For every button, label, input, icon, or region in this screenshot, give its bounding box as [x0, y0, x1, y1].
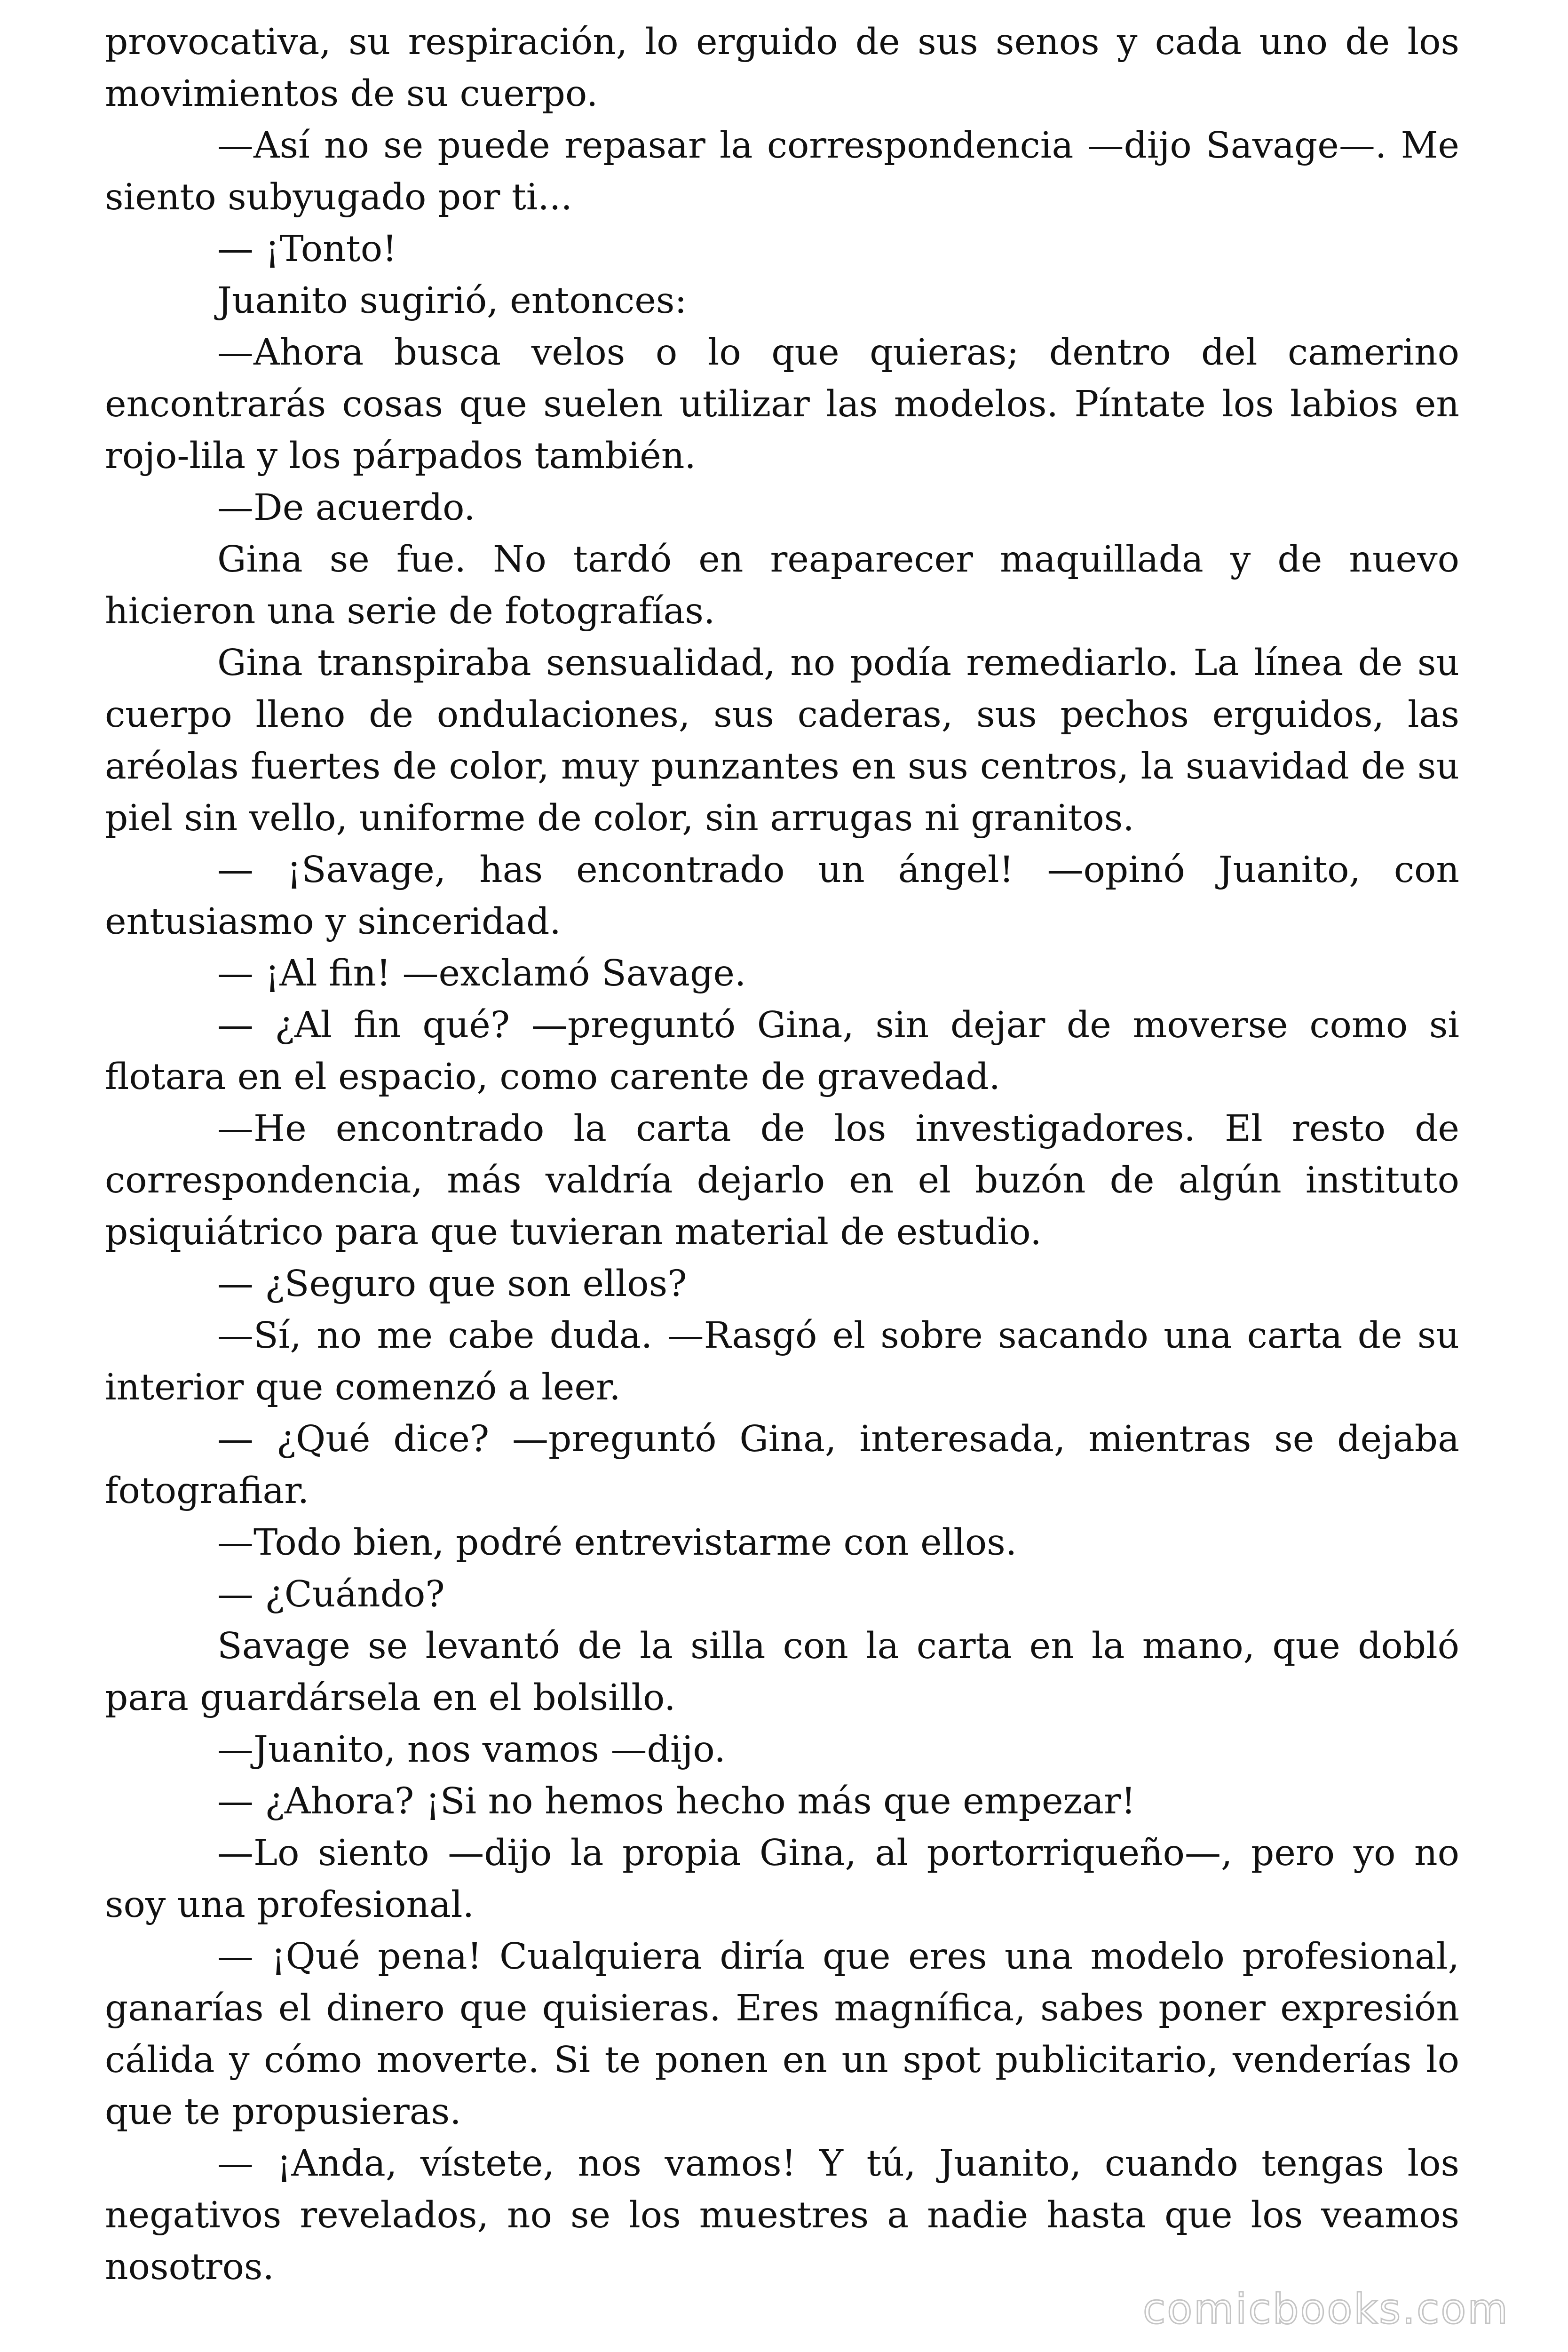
paragraph-13: — ¿Seguro que son ellos? — [217, 1263, 687, 1305]
paragraph-5: —Ahora busca velos o lo que quieras; dentro del camerino encontrarás cosas que suelen utilizar las modelos. Píntate los labios en rojo-lila y los párpados también. — [105, 332, 1459, 477]
paragraph-2: —Así no se puede repasar la correspondencia —dijo Savage—. Me siento subyugado por ti... — [105, 125, 1459, 218]
paragraph-1: provocativa, su respiración, lo erguido de sus senos y cada uno de los movimientos de su cuerpo. — [105, 21, 1459, 115]
paragraph-22: — ¡Qué pena! Cualquiera diría que eres una modelo profesional, ganarías el dinero que quisieras. Eres magnífica, sabes poner expresión cálida y cómo moverte. Si te ponen en un spot publicitario, venderías lo que te propusieras. — [105, 1936, 1459, 2133]
paragraph-14: —Sí, no me cabe duda. —Rasgó el sobre sacando una carta de su interior que comenzó a leer. — [105, 1315, 1459, 1408]
paragraph-16: —Todo bien, podré entrevistarme con ellos. — [217, 1522, 1017, 1564]
paragraph-17: — ¿Cuándo? — [217, 1573, 445, 1615]
paragraph-10: — ¡Al fin! —exclamó Savage. — [217, 953, 746, 994]
paragraph-3: — ¡Tonto! — [217, 228, 397, 270]
watermark: comicbooks.com — [1142, 2285, 1509, 2333]
paragraph-7: Gina se fue. No tardó en reaparecer maquillada y de nuevo hicieron una serie de fotografías. — [105, 539, 1459, 632]
paragraph-21: —Lo siento —dijo la propia Gina, al portorriqueño—, pero yo no soy una profesional. — [105, 1832, 1459, 1926]
paragraph-15: — ¿Qué dice? —preguntó Gina, interesada, mientras se dejaba fotografiar. — [105, 1418, 1459, 1512]
paragraph-11: — ¿Al fin qué? —preguntó Gina, sin dejar de moverse como si flotara en el espacio, como carente de gravedad. — [105, 1004, 1459, 1098]
paragraph-23: — ¡Anda, vístete, nos vamos! Y tú, Juanito, cuando tengas los negativos revelados, no se los muestres a nadie hasta que los veamos nosotros. — [105, 2143, 1459, 2288]
paragraph-9: — ¡Savage, has encontrado un ángel! —opinó Juanito, con entusiasmo y sinceridad. — [105, 849, 1459, 943]
paragraph-19: —Juanito, nos vamos —dijo. — [217, 1729, 726, 1771]
body-text — [105, 16, 1459, 2293]
paragraph-6: —De acuerdo. — [217, 487, 475, 529]
paragraph-4: Juanito sugirió, entonces: — [217, 280, 687, 322]
paragraph-8: Gina transpiraba sensualidad, no podía remediarlo. La línea de su cuerpo lleno de ondulaciones, sus caderas, sus pechos erguidos, las aréolas fuertes de color, muy punzantes en sus centros, la suavidad de su piel sin vello, uniforme de color, sin arrugas ni granitos. — [105, 642, 1459, 839]
paragraph-18: Savage se levantó de la silla con la carta en la mano, que dobló para guardársela en el bolsillo. — [105, 1625, 1459, 1719]
paragraph-20: — ¿Ahora? ¡Si no hemos hecho más que empezar! — [217, 1780, 1136, 1822]
paragraph-12: —He encontrado la carta de los investigadores. El resto de correspondencia, más valdría dejarlo en el buzón de algún instituto psiquiátrico para que tuvieran material de estudio. — [105, 1108, 1459, 1253]
